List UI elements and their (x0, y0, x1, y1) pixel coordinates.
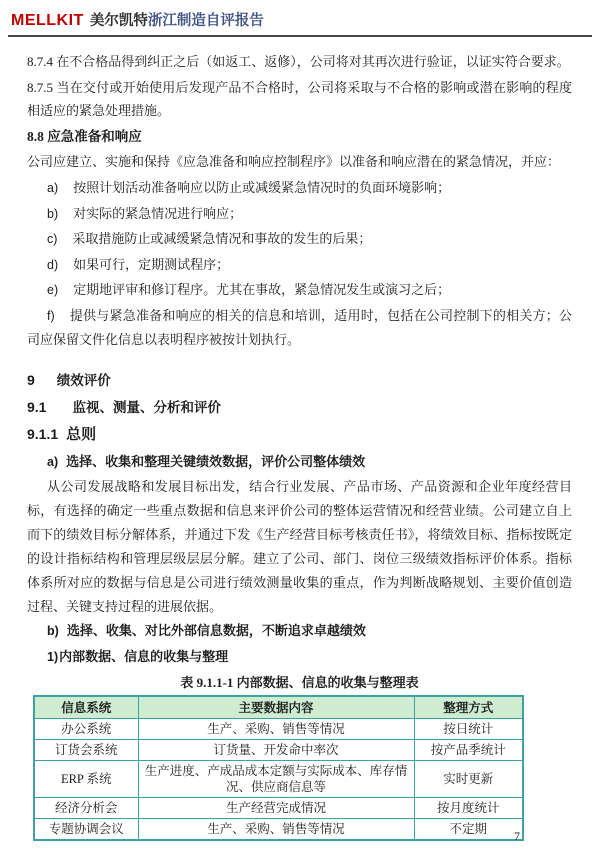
document-header (8, 8, 592, 37)
list-text: 提供与紧急准备和响应的相关的信息和培训，适用时，包括在公司控制下的相关方；公司应保留文件化信息以表明程序被按计划执行。 (27, 307, 572, 347)
col-header-main-data: 主要数据内容 (138, 696, 414, 719)
table-row (34, 761, 523, 798)
list-text: 按照计划活动准备响应以防止或减缓紧急情况时的负面环境影响； (73, 180, 451, 195)
cell-data: 订货量、开发命中率次 (138, 740, 414, 761)
cell-system: 办公系统 (34, 719, 138, 740)
heading-title: 监视、测量、分析和评价 (72, 399, 221, 415)
brand-name-cn: 美尔凯特 (89, 13, 148, 29)
list-label: e) (47, 283, 59, 297)
info-collection-table (33, 695, 524, 841)
heading-9-1-1 (27, 421, 572, 448)
col-header-method: 整理方式 (414, 696, 523, 719)
col-header-info-system: 信息系统 (34, 696, 138, 719)
list-label: b) (47, 624, 59, 638)
heading-title: 总则 (66, 426, 97, 443)
list-text: 采取措施防止或减缓紧急情况和事故的发生的后果； (72, 231, 372, 246)
table-caption: 表 9.1.1-1 内部数据、信息的收集与整理表 (180, 675, 419, 690)
cell-system: ERP 系统 (34, 761, 138, 798)
para-strategy: 从公司发展战略和发展目标出发，结合行业发展、产品市场、产品资源和企业年度经营目标，有选择的确定一些重点数据和信息来评价公司的整体运营情况和经营业绩。公司建立自上而下的绩效目标分解体系，并通过下发《生产经营目标考核责任书》，将绩效目标、指标按既定的设计指标结构和管理层级层层分解。建立了公司、部门、岗位三级绩效指标评价体系。指标体系所对应的数据与信息是公司进行绩效测量收集的重点，作为判断战略规划、主要价值创造过程、关键支持过程的进展依据。 (27, 479, 572, 614)
list-text: 选择、收集、对比外部信息数据，不断追求卓越绩效 (66, 623, 366, 638)
list-text: 如果可行，定期测试程序； (73, 256, 230, 272)
table-row (34, 740, 523, 761)
heading-9 (27, 368, 572, 393)
cell-method: 按日统计 (414, 719, 523, 740)
doc-title-text: 浙江制造自评报告 (147, 13, 264, 29)
brand-logo-text: MELLKIT (11, 12, 84, 29)
cell-method: 按产品季统计 (414, 740, 523, 761)
list-label: c) (47, 232, 58, 246)
cell-method: 不定期 (414, 819, 523, 841)
cell-system: 专题协调会议 (34, 819, 138, 841)
cell-method: 按月度统计 (414, 798, 523, 819)
cell-method: 实时更新 (414, 761, 523, 798)
list-text: 对实际的紧急情况进行响应； (73, 205, 243, 221)
cell-data: 生产进度、产成品成本定额与实际成本、库存情况、供应商信息等 (138, 761, 414, 798)
list-label: a) (47, 454, 59, 469)
list-label: b) (47, 206, 59, 221)
para-a-key-data (27, 450, 572, 475)
list-item-c (27, 227, 572, 252)
document-body (8, 37, 592, 841)
list-label: a) (47, 181, 59, 195)
list-label: 1) (47, 649, 59, 664)
para-1-internal (27, 645, 572, 670)
list-text: 定期地评审和修订程序。尤其在事故，紧急情况发生或演习之后； (73, 282, 451, 297)
cell-data: 生产经营完成情况 (138, 798, 414, 819)
table-row (34, 798, 523, 819)
para-8-7-5: 8.7.5 当在交付或开始使用后发现产品不合格时，公司将采取与不合格的影响或潜在影响的程度相适应的紧急处理措施。 (27, 80, 572, 118)
heading-number: 9.1.1 (27, 425, 59, 442)
list-item-d (27, 253, 572, 278)
cell-system: 订货会系统 (34, 740, 138, 761)
list-label: f) (47, 308, 55, 323)
list-item-a (27, 176, 572, 201)
cell-data: 生产、采购、销售等情况 (138, 819, 414, 841)
para-b-external (27, 619, 572, 644)
table-row (34, 719, 523, 740)
list-item-f (27, 304, 572, 352)
table-header-row (34, 696, 523, 719)
list-label: d) (47, 257, 59, 272)
para-8-8-intro: 公司应建立、实施和保持《应急准备和响应控制程序》以准备和响应潜在的紧急情况，并应： (27, 154, 561, 169)
heading-number: 9 (27, 371, 35, 388)
heading-9-1 (27, 395, 572, 420)
heading-title: 绩效评价 (56, 372, 111, 388)
list-text: 选择、收集和整理关键绩效数据，评价公司整体绩效 (66, 453, 366, 469)
list-item-e (27, 278, 572, 303)
page-number: 7 (514, 829, 520, 843)
cell-data: 生产、采购、销售等情况 (138, 719, 414, 740)
para-8-7-4: 8.7.4 在不合格品得到纠正之后（如返工、返修），公司将对其再次进行验证，以证实符合要求。 (27, 54, 570, 69)
list-text: 内部数据、信息的收集与整理 (59, 648, 229, 664)
cell-system: 经济分析会 (34, 798, 138, 819)
table-row (34, 819, 523, 841)
list-item-b (27, 202, 572, 227)
heading-number: 9.1 (27, 398, 47, 415)
heading-8-8: 8.8 应急准备和响应 (27, 129, 142, 144)
